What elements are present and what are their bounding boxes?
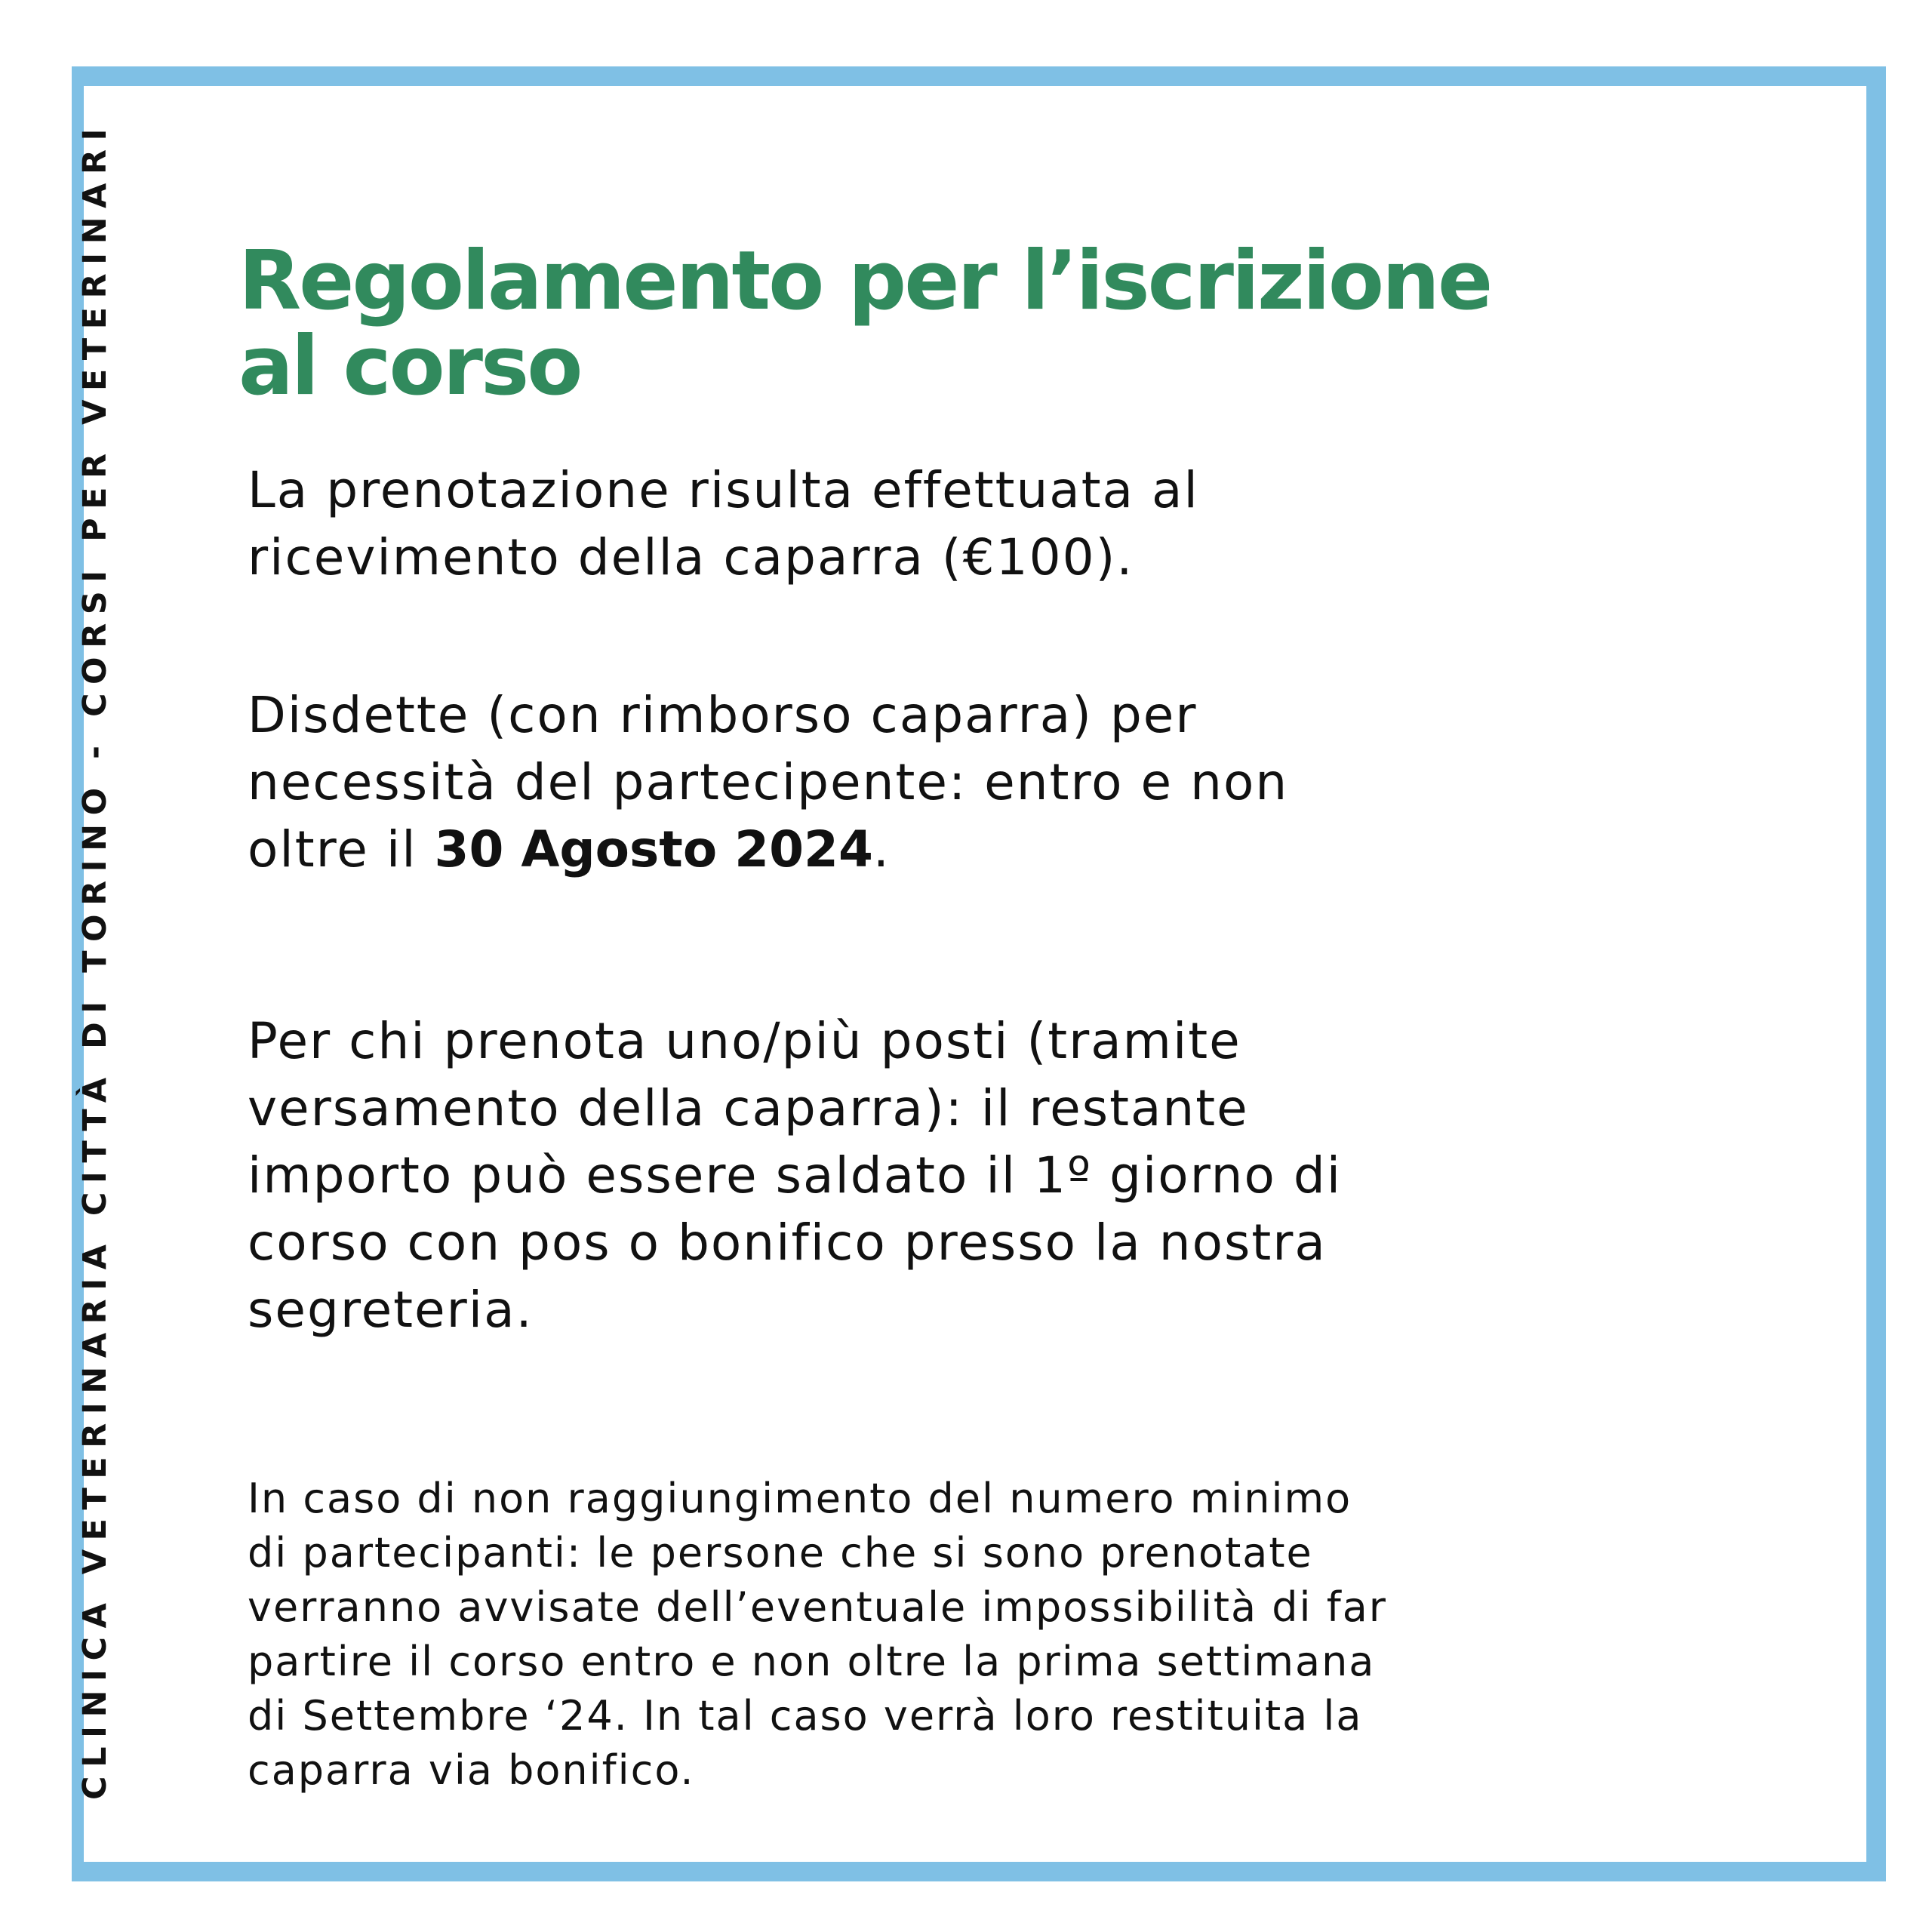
paragraph-minimum-line-1: In caso di non raggiungimento del numero minimo — [248, 1475, 1352, 1522]
title-line-2: al corso — [238, 319, 581, 414]
paragraph-payment-line-2: versamento della caparra): il restante — [248, 1079, 1249, 1137]
cancellation-prefix: oltre il — [248, 820, 435, 878]
paragraph-cancellation-line-1: Disdette (con rimborso caparra) per — [248, 686, 1198, 744]
page-title — [238, 234, 1491, 414]
paragraph-minimum-line-5: di Settembre ‘24. In tal caso verrà loro restituita la — [248, 1692, 1363, 1740]
vertical-side-label: CLINICA VETERINARIA CITTÀ DI TORINO - CORSI PER VETERINARI — [76, 120, 114, 1800]
paragraph-booking — [248, 457, 1199, 591]
paragraph-payment-line-5: segreteria. — [248, 1281, 534, 1339]
paragraph-cancellation-line-2: necessità del partecipente: entro e non — [248, 753, 1289, 811]
paragraph-minimum-line-4: partire il corso entro e non oltre la prima settimana — [248, 1638, 1376, 1685]
paragraph-cancellation — [248, 681, 1288, 883]
paragraph-minimum-line-6: caparra via bonifico. — [248, 1746, 695, 1794]
paragraph-minimum-participants — [248, 1472, 1387, 1798]
paragraph-payment-line-3: importo può essere saldato il 1º giorno di — [248, 1146, 1343, 1204]
paragraph-minimum-line-2: di partecipanti: le persone che si sono prenotate — [248, 1529, 1313, 1577]
paragraph-booking-line-1: La prenotazione risulta effettuata al — [248, 461, 1199, 519]
title-line-1: Regolamento per l’iscrizione — [238, 234, 1491, 328]
paragraph-payment-line-1: Per chi prenota uno/più posti (tramite — [248, 1012, 1241, 1070]
paragraph-payment — [248, 1008, 1342, 1343]
paragraph-minimum-line-3: verranno avvisate dell’eventuale impossibilità di far — [248, 1583, 1387, 1631]
cancellation-suffix: . — [872, 820, 891, 878]
paragraph-payment-line-4: corso con pos o bonifico presso la nostra — [248, 1214, 1327, 1272]
paragraph-booking-line-2: ricevimento della caparra (€100). — [248, 528, 1134, 586]
paragraph-cancellation-line-3 — [248, 816, 1288, 883]
cancellation-deadline-date: 30 Agosto 2024 — [434, 820, 873, 878]
